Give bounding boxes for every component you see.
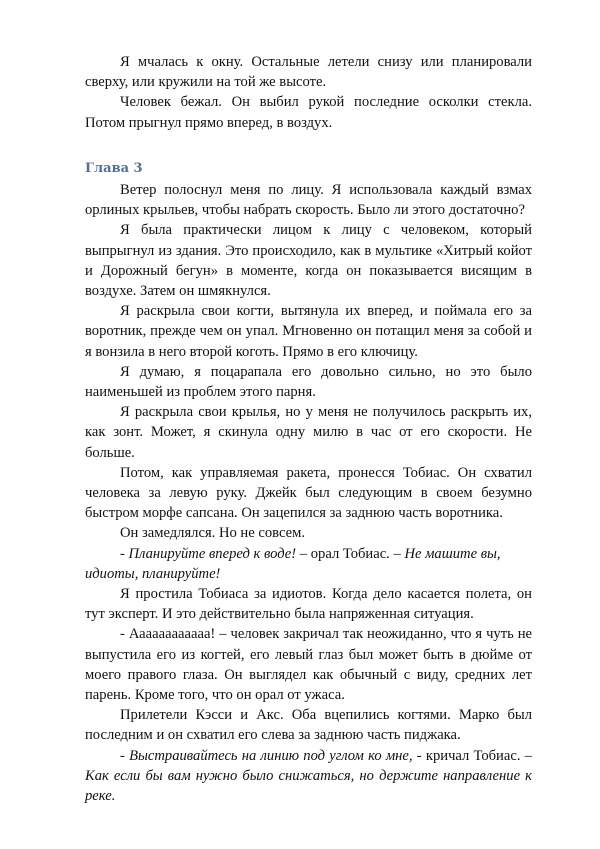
paragraph-8: Я простила Тобиаса за идиотов. Когда дело касается полета, он тут эксперт. И это действительно была напряженная ситуация. bbox=[85, 586, 532, 623]
paragraph-1: Ветер полоснул меня по лицу. Я использовала каждый взмах орлиных крыльев, чтобы набрать скорость. Было ли этого достаточно? bbox=[85, 182, 532, 219]
dialogue-paragraph-2 bbox=[85, 746, 532, 807]
dialogue-2-attribution: - кричал Тобиас. – bbox=[412, 747, 532, 764]
dialogue-1-dash: - bbox=[120, 545, 129, 562]
paragraph-4: Я думаю, я поцарапала его довольно сильно, но это было наименьшей из проблем этого парня. bbox=[85, 363, 532, 401]
dialogue-1-attribution: – орал Тобиас. – bbox=[296, 545, 405, 562]
paragraph-5: Я раскрыла свои крылья, но у меня не получилось раскрыть их, как зонт. Может, я скинула одну милю в час от его скорости. Не больше. bbox=[85, 404, 532, 461]
paragraph-9: - Аааааааааааа! – человек закричал так неожиданно, что я чуть не выпустила его из когтей, его левый глаз был может быть в дюйме от моего правого глаза. Он выглядел как обычный с виду, средних лет парень. Кроме того, что он орал от ужаса. bbox=[85, 626, 532, 704]
chapter-title: Глава 3 bbox=[85, 161, 143, 176]
paragraph-7: Он замедлялся. Но не совсем. bbox=[120, 525, 305, 542]
intro-paragraph-1: Я мчалась к окну. Остальные летели снизу или планировали сверху, или кружили на той же высоте. bbox=[85, 54, 532, 91]
paragraph-6: Потом, как управляемая ракета, пронесся Тобиас. Он схватил человека за левую руку. Джейк был следующим в своем безумно быстром морфе сапсана. Он зацепился за заднюю часть воротника. bbox=[85, 464, 532, 522]
chapter-body bbox=[85, 180, 532, 806]
paragraph-2: Я была практически лицом к лицу с человеком, который выпрыгнул из здания. Это происходило, как в мультике «Хитрый койот и Дорожный бегун» в моменте, когда он показывается висящим в воздухе. Затем он шмякнулся. bbox=[85, 222, 532, 300]
dialogue-2-quote-a: Выстраивайтесь на линию под углом ко мне, bbox=[129, 747, 413, 764]
intro-text bbox=[85, 52, 532, 133]
paragraph-3: Я раскрыла свои когти, вытянула их вперед, и поймала его за воротник, прежде чем он упал. Мгновенно он потащил меня за собой и я вонзила в него второй коготь. Прямо в его ключицу. bbox=[85, 303, 532, 360]
dialogue-paragraph-1 bbox=[85, 544, 532, 584]
dialogue-2-quote-b: Как если бы вам нужно было снижаться, но держите направление к реке. bbox=[85, 767, 532, 805]
intro-paragraph-2: Человек бежал. Он выбил рукой последние осколки стекла. Потом прыгнул прямо вперед, в воздух. bbox=[85, 94, 532, 131]
chapter-section bbox=[85, 159, 532, 179]
dialogue-2-dash: - bbox=[120, 747, 130, 764]
dialogue-1-quote-a: Планируйте вперед к воде! bbox=[128, 545, 297, 562]
dialogue-1-quote-b: Не машите вы, идиоты, планируйте! bbox=[85, 545, 501, 582]
paragraph-10: Прилетели Кэсси и Акс. Оба вцепились когтями. Марко был последним и он схватил его слева за заднюю часть пиджака. bbox=[85, 707, 532, 744]
